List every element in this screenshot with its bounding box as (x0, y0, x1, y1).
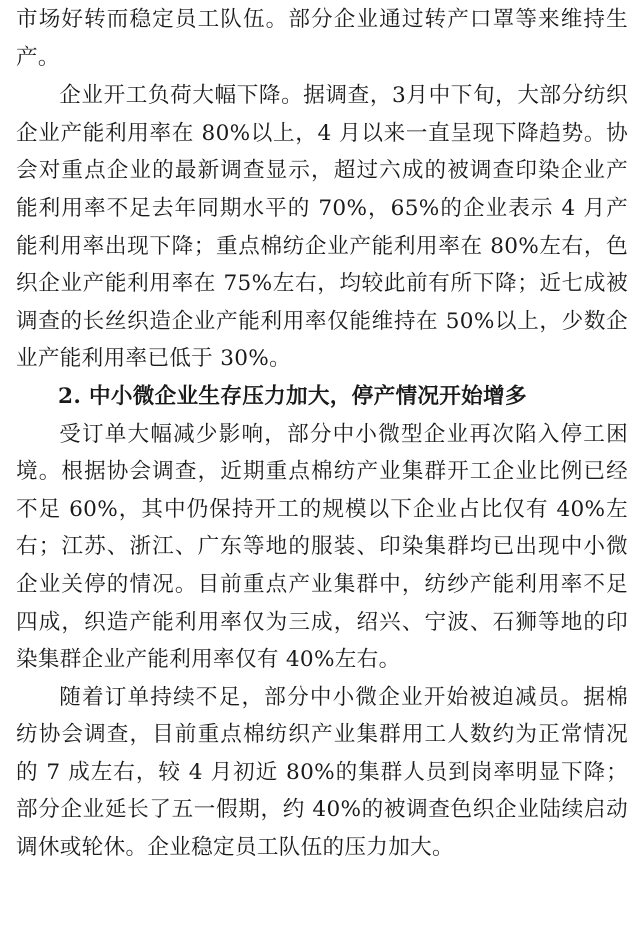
paragraph-staff-reduction: 随着订单持续不足，部分中小微企业开始被迫减员。据棉纺协会调查，目前重点棉纺织产业集群用工人数约为正常情况的 7 成左右，较 4 月初近 80%的集群人员到岗率明显下降；部分企业延长了五一假期，约 40%的被调查色织企业陆续启动调休或轮休。企业稳定员工队伍的压力加大。 (16, 684, 628, 861)
paragraph-capacity-utilization: 企业开工负荷大幅下降。据调查，3月中下旬，大部分纺织企业产能利用率在 80%以上，4 月以来一直呈现下降趋势。协会对重点企业的最新调查显示，超过六成的被调查印染企业产能利用率不足去年同期水平的 70%，65%的企业表示 4 月产能利用率出现下降；重点棉纺企业产能利用率在 80%左右，色织企业产能利用率在 75%左右，均较此前有所下降；近七成被调查的长丝织造企业产能利用率仅能维持在 50%以上，少数企业产能利用率已低于 30%。 (16, 83, 628, 372)
section-heading: 2. 中小微企业生存压力加大，停产情况开始增多 (58, 383, 527, 409)
paragraph-continuation: 市场好转而稳定员工队伍。部分企业通过转产口罩等来维持生产。 (16, 7, 628, 70)
paragraph-sme-shutdown: 受订单大幅减少影响，部分中小微型企业再次陷入停工困境。根据协会调查，近期重点棉纺产业集群开工企业比例已经不足 60%，其中仍保持开工的规模以下企业占比仅有 40%左右；江苏、浙江、广东等地的服装、印染集群均已出现中小微企业关停的情况。目前重点产业集群中，纺纱产能利用率不足四成，织造产能利用率仅为三成，绍兴、宁波、石狮等地的印染集群企业产能利用率仅有 40%左右。 (16, 421, 628, 673)
document-page (16, 0, 628, 867)
